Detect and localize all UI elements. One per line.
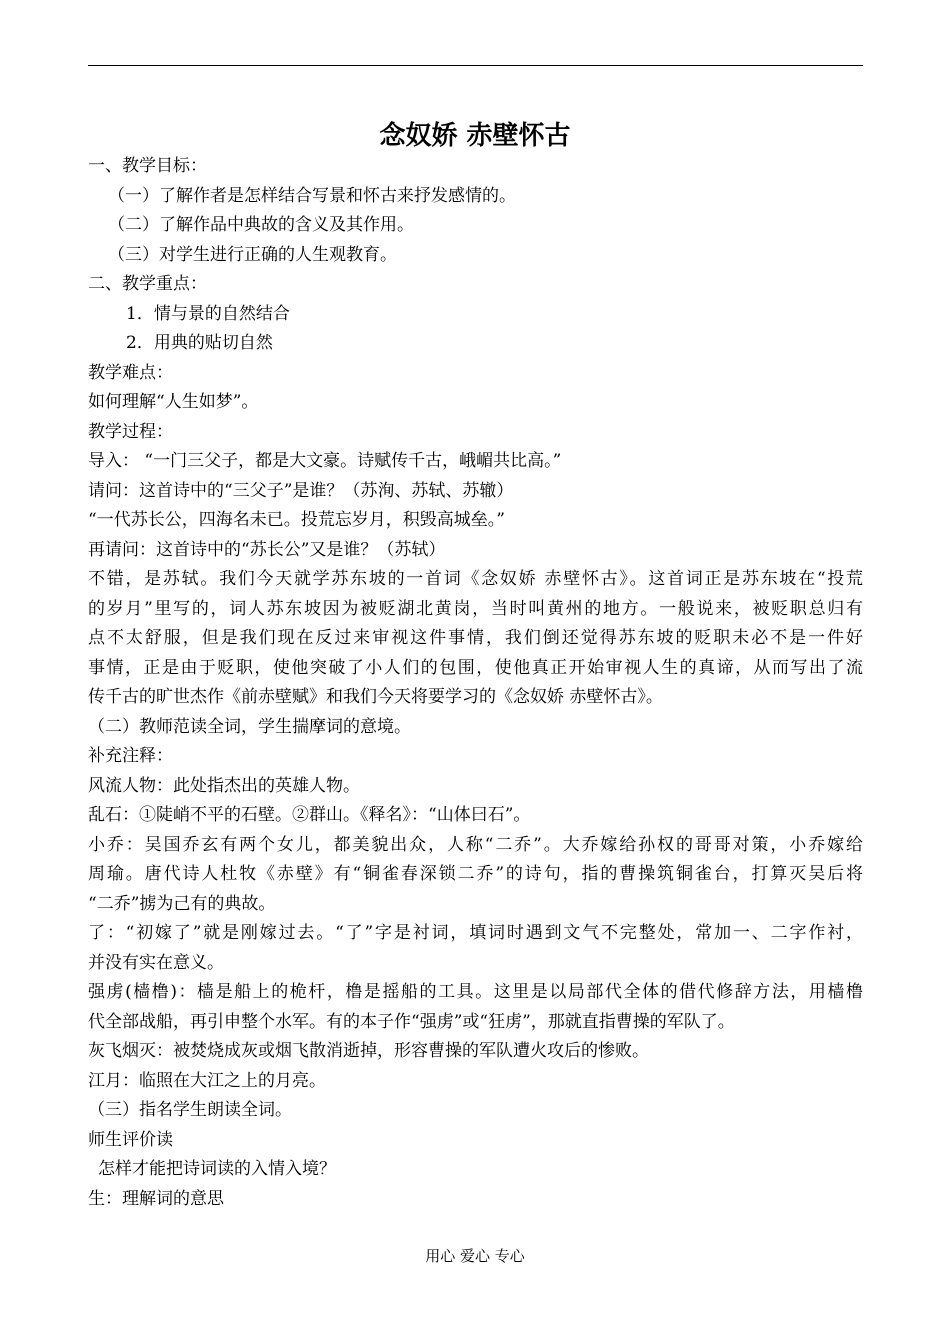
text-line: 师生评价读: [88, 1129, 173, 1150]
note-line: 风流人物：此处指杰出的英雄人物。: [88, 775, 360, 796]
section-heading: 教学过程：: [88, 421, 173, 442]
paragraph-line: 点不太舒服，但是我们现在反过来审视这件事情，我们倒还觉得苏东坡的贬职未必不是一件好: [88, 628, 863, 648]
text-line: 请问：这首诗中的“三父子”是谁？（苏洵、苏轼、苏辙）: [88, 480, 514, 501]
text-line: 如何理解“人生如梦”。: [88, 392, 259, 412]
page-footer: 用心 爱心 专心: [425, 1247, 525, 1265]
focus-item: 2．用典的贴切自然: [126, 333, 273, 353]
header-rule: [88, 65, 863, 66]
paragraph-line: 传千古的旷世杰作《前赤壁赋》和我们今天将要学习的《念奴娇 赤壁怀古》。: [88, 687, 663, 707]
text-line: （二）教师范读全词，学生揣摩词的意境。: [88, 716, 411, 737]
focus-item: 1．情与景的自然结合: [126, 303, 290, 324]
objective-item: （二）了解作品中典故的含义及其作用。: [108, 215, 414, 235]
note-line: 强虏(樯橹)：樯是船上的桅杆，橹是摇船的工具。这里是以局部代全体的借代修辞方法，用樯橹: [88, 982, 863, 1002]
text-line: 再请问：这首诗中的“苏长公”又是谁？（苏轼）: [88, 539, 446, 560]
note-line: “二乔”掳为己有的典故。: [88, 893, 276, 914]
note-line: 了：“初嫁了”就是刚嫁过去。“了”字是衬词，填词时遇到文气不完整处，常加一、二字作衬，: [88, 923, 863, 943]
note-line: 乱石：①陡峭不平的石壁。②群山。《释名》：“山体曰石”。: [88, 805, 531, 825]
paragraph-line: 不错，是苏轼。我们今天就学苏东坡的一首词《念奴娇 赤壁怀古》。这首词正是苏东坡在“投荒: [88, 569, 863, 589]
note-line: 周瑜。唐代诗人杜牧《赤壁》有“铜雀春深锁二乔”的诗句，指的曹操筑铜雀台，打算灭吴后将: [88, 864, 863, 884]
text-line: 导入： “一门三父子，都是大文豪。诗赋传千古，峨嵋共比高。”: [88, 451, 562, 471]
paragraph-line: 的岁月”里写的，词人苏东坡因为被贬湖北黄岗，当时叫黄州的地方。一般说来，被贬职总归有: [88, 598, 863, 619]
note-line: 灰飞烟灭：被焚烧成灰或烟飞散消逝掉，形容曹操的军队遭火攻后的惨败。: [88, 1041, 649, 1061]
document-body: [88, 152, 863, 1214]
objective-item: （一）了解作者是怎样结合写景和怀古来抒发感情的。: [108, 185, 516, 206]
section-heading: 补充注释：: [88, 746, 173, 766]
note-line: 江月：临照在大江之上的月亮。: [88, 1070, 326, 1091]
text-line: 怎样才能把诗词读的入情入境？: [98, 1159, 336, 1179]
section-heading: 教学难点：: [88, 362, 173, 383]
text-line: 生：理解词的意思: [88, 1188, 224, 1209]
paragraph-line: 事情，正是由于贬职，使他突破了小人们的包围，使他真正开始审视人生的真谛，从而写出了流: [88, 657, 863, 678]
document-title: 念奴娇 赤壁怀古: [379, 121, 571, 151]
section-heading: 二、教学重点：: [88, 274, 207, 294]
objective-item: （三）对学生进行正确的人生观教育。: [108, 244, 397, 265]
note-line: 代全部战船，再引申整个水军。有的本子作“强虏”或“狂虏”，那就直指曹操的军队了。: [88, 1011, 735, 1032]
note-line: 小乔：吴国乔玄有两个女儿，都美貌出众，人称“二乔”。大乔嫁给孙权的哥哥对策，小乔嫁给: [88, 834, 863, 855]
section-heading: 一、教学目标：: [88, 156, 207, 176]
note-line: 并没有实在意义。: [88, 952, 224, 973]
text-line: （三）指名学生朗读全词。: [88, 1100, 292, 1120]
text-line: “一代苏长公，四海名未已。投荒忘岁月，积毁高城垒。”: [88, 510, 505, 530]
